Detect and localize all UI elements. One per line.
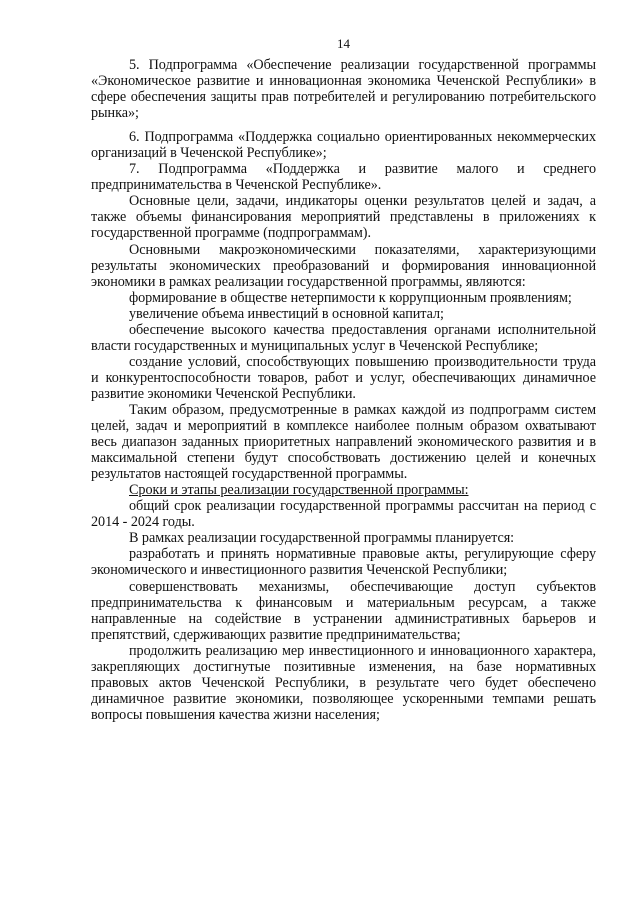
list-item-mechanisms: совершенствовать механизмы, обеспечивающие доступ субъектов предпринимательства к финансовым и материальным ресурсам, а также направленные на содействие в устранении административных барьеров и препятствий, сдерживающих развитие предпринимательства;	[91, 578, 596, 643]
document-page	[91, 36, 596, 723]
list-item-investment: увеличение объема инвестиций в основной капитал;	[129, 305, 444, 322]
section-heading-timeline-text: Сроки и этапы реализации государственной программы:	[129, 482, 469, 499]
section-heading-timeline	[91, 482, 596, 498]
paragraph-macro-indicators: Основными макроэкономическими показателями, характеризующими результаты экономических преобразований и формирования инновационной экономики в рамках реализации государственной программы, являются:	[91, 241, 596, 290]
paragraph-goals-financing: Основные цели, задачи, индикаторы оценки результатов целей и задач, а также объемы финансирования мероприятий представлены в приложениях к государственной программе (подпрограммам).	[91, 193, 596, 242]
list-item-public-services: обеспечение высокого качества предоставления органами исполнительной власти государственных и муниципальных услуг в Чеченской Республике;	[91, 321, 596, 354]
list-item-investment-measures: продолжить реализацию мер инвестиционного и инновационного характера, закрепляющих достигнутые позитивные изменения, на базе нормативных правовых актов Чеченской Республики, в результате чего будет обеспечено динамичное развитие экономики, позволяющее ускоренными темпами решать вопросы повышения качества жизни населения;	[91, 642, 596, 723]
list-item-legal-acts: разработать и принять нормативные правовые акты, регулирующие сферу экономического и инвестиционного развития Чеченской Республики;	[91, 546, 596, 579]
paragraph-subprogram-5: 5. Подпрограмма «Обеспечение реализации государственной программы «Экономическое развитие и инновационная экономика Чеченской Республики» в сфере обеспечения защиты прав потребителей и регулированию потребительского рынка»;	[91, 57, 596, 122]
list-item-anticorruption: формирование в обществе нетерпимости к коррупционным проявлениям;	[129, 289, 572, 306]
paragraph-planned-intro: В рамках реализации государственной программы планируется:	[129, 530, 515, 547]
page-number: 14	[337, 36, 350, 51]
paragraph-subprogram-6: 6. Подпрограмма «Поддержка социально ориентированных некоммерческих организаций в Чеченской Республике»;	[91, 129, 596, 162]
paragraph-period: общий срок реализации государственной программы рассчитан на период с 2014 - 2024 годы.	[91, 498, 596, 531]
paragraph-subprogram-7: 7. Подпрограмма «Поддержка и развитие малого и среднего предпринимательства в Чеченской Республике».	[91, 161, 596, 194]
paragraph-summary: Таким образом, предусмотренные в рамках каждой из подпрограмм систем целей, задач и мероприятий в комплексе наиболее полным образом охватывают весь диапазон заданных приоритетных направлений экономического развития и в максимальной степени будут способствовать достижению целей и конечных результатов настоящей государственной программы.	[91, 401, 596, 483]
list-item-productivity: создание условий, способствующих повышению производительности труда и конкурентоспособности товаров, работ и услуг, обеспечивающих динамичное развитие экономики Чеченской Республики.	[91, 353, 596, 402]
